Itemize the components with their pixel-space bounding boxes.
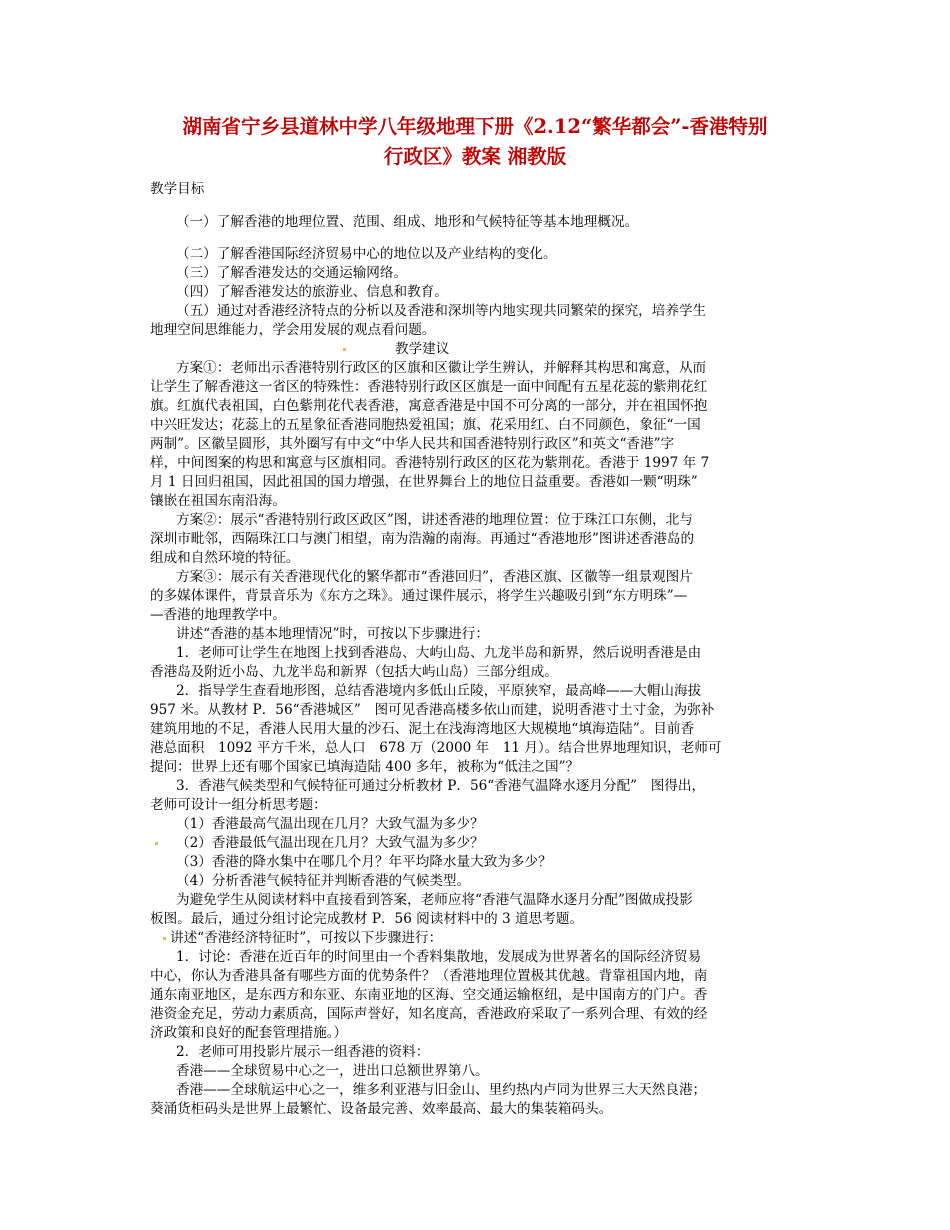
paragraph-line: 1．老师可让学生在地图上找到香港岛、大屿山岛、九龙半岛和新界，然后说明香港是由 (176, 645, 702, 661)
paragraph-line: 讲述“香港经济特征时”，可按以下步骤进行： (170, 930, 443, 946)
paragraph-line: 3．香港气候类型和气候特征可通过分析教材 P．56“香港气温降水逐月分配” 图得出， (176, 778, 706, 794)
question-item: （3）香港的降水集中在哪几个月？年平均降水量大致为多少？ (176, 854, 552, 870)
paragraph-line: （五）通过对香港经济特点的分析以及香港和深圳等内地实现共同繁荣的探究，培养学生 (176, 303, 707, 319)
paragraph-line: 中心，你认为香港具备有哪些方面的优势条件？（香港地理位置极其优越。背靠祖国内地，南 (150, 968, 708, 984)
paragraph-line: 旗。红旗代表祖国，白色紫荆花代表香港，寓意香港是中国不可分离的一部分，并在祖国怀抱 (150, 398, 708, 414)
stray-mark (343, 348, 346, 351)
paragraph-line: 港资金充足，劳动力素质高，国际声誉好，知名度高，香港政府采取了一系列合理、有效的经 (150, 1006, 708, 1022)
paragraph-line: 香港——全球航运中心之一，维多利亚港与旧金山、里约热内卢同为世界三大天然良港； (176, 1082, 707, 1098)
paragraph-line: 1．讨论：香港在近百年的时间里由一个香料集散地，发展成为世界著名的国际经济贸易 (176, 949, 702, 965)
paragraph-line: 葵涌货柜码头是世界上最繁忙、设备最完善、效率最高、最大的集装箱码头。 (150, 1101, 613, 1117)
paragraph-line: 深圳市毗邻，西隔珠江口与澳门相望，南为浩瀚的南海。再通过“香港地形”图讲述香港岛的 (150, 531, 695, 547)
paragraph-line: 两制”。区徽呈圆形，其外圈写有中文“中华人民共和国香港特别行政区”和英文“香港”字 (150, 436, 675, 452)
question-item: （4）分析香港气候特征并判断香港的气候类型。 (176, 873, 471, 889)
section-heading-goals: 教学目标 (150, 181, 205, 197)
document-title (110, 112, 840, 172)
title-line-2: 行政区》教案 湘教版 (383, 145, 567, 168)
paragraph-line: —香港的地理教学中。 (150, 607, 286, 623)
paragraph-line: 方案①：老师出示香港特别行政区的区旗和区徽让学生辨认，并解释其构思和寓意，从而 (176, 360, 707, 376)
paragraph-line: 地理空间思维能力，学会用发展的观点看问题。 (150, 322, 436, 338)
paragraph-line: 香港岛及附近小岛、九龙半岛和新界（包括大屿山岛）三部分组成。 (150, 664, 558, 680)
paragraph-line: 讲述“香港的基本地理情况”时，可按以下步骤进行： (176, 626, 489, 642)
paragraph-line: 的多媒体课件，背景音乐为《东方之珠》。通过课件展示，将学生兴趣吸引到“东方明珠”— (150, 588, 688, 604)
paragraph-line: 镶嵌在祖国东南沿海。 (150, 493, 286, 509)
paragraph-line: 2．指导学生查看地形图，总结香港境内多低山丘陵，平原狭窄，最高峰——大帽山海拔 (176, 683, 702, 699)
paragraph-line: 月 1 日回归祖国，因此祖国的国力增强，在世界舞台上的地位日益重要。香港如一颗“明珠” (150, 474, 698, 490)
paragraph-line: 让学生了解香港这一省区的特殊性：香港特别行政区区旗是一面中间配有五星花蕊的紫荆花红 (150, 379, 708, 395)
paragraph-line: 2．老师可用投影片展示一组香港的资料： (176, 1044, 430, 1060)
paragraph-line: （二）了解香港国际经济贸易中心的地位以及产业结构的变化。 (176, 246, 557, 262)
paragraph-line: 组成和自然环境的特征。 (150, 550, 300, 566)
paragraph-line: 济政策和良好的配套管理措施。） (150, 1025, 348, 1041)
paragraph-line: 建筑用地的不足，香港人民用大量的沙石、泥土在浅海湾地区大规模地“填海造陆”。目前香 (150, 721, 695, 737)
question-item: （2）香港最低气温出现在几月？大致气温为多少？ (176, 835, 484, 851)
paragraph-line: 提问：世界上还有哪个国家已填海造陆 400 多年，被称为“低洼之国”？ (150, 759, 580, 775)
paragraph-line: （三）了解香港发达的交通运输网络。 (176, 265, 408, 281)
paragraph-line: 方案③：展示有关香港现代化的繁华都市“香港回归”，香港区旗、区徽等一组景观图片 (176, 569, 693, 585)
paragraph-line: 957 米。从教材 P．56“香港城区” 图可见香港高楼多依山而建，说明香港寸土寸金，为弥补 (150, 702, 715, 718)
paragraph-line: （四）了解香港发达的旅游业、信息和教育。 (176, 284, 448, 300)
paragraph-line: 通东南亚地区，是东西方和东亚、东南亚地的区海、空交通运输枢纽，是中国南方的门户。香 (150, 987, 708, 1003)
paragraph-line: 样，中间图案的构思和寓意与区旗相同。香港特别行政区的区花为紫荆花。香港于 1997 年 7 (150, 455, 710, 471)
question-item: （1）香港最高气温出现在几月？大致气温为多少？ (176, 816, 484, 832)
paragraph-line: 老师可设计一组分析思考题： (150, 797, 327, 813)
paragraph-line: 中兴旺发达；花蕊上的五星象征香港同胞热爱祖国；旗、花采用红、白不同颜色，象征“一国 (150, 417, 701, 433)
title-line-1: 湖南省宁乡县道林中学八年级地理下册《2.12“繁华都会”-香港特别 (182, 115, 768, 138)
paragraph-line: 板图。最后，通过分组讨论完成教材 P．56 阅读材料中的 3 道思考题。 (150, 911, 583, 927)
paragraph-line: （一）了解香港的地理位置、范围、组成、地形和气候特征等基本地理概况。 (176, 214, 639, 230)
stray-mark (163, 937, 166, 940)
paragraph-line: 港总面积 1092 平方千米，总人口 678 万（2000 年 11 月）。结合世界地理知识，老师可 (150, 740, 722, 756)
section-heading-suggestions: 教学建议 (395, 341, 450, 357)
paragraph-line: 为避免学生从阅读材料中直接看到答案，老师应将“香港气温降水逐月分配”图做成投影 (176, 892, 693, 908)
paragraph-line: 香港——全球贸易中心之一，进出口总额世界第八。 (176, 1063, 489, 1079)
paragraph-line: 方案②：展示“香港特别行政区政区”图，讲述香港的地理位置：位于珠江口东侧，北与 (176, 512, 693, 528)
stray-mark (155, 842, 158, 845)
